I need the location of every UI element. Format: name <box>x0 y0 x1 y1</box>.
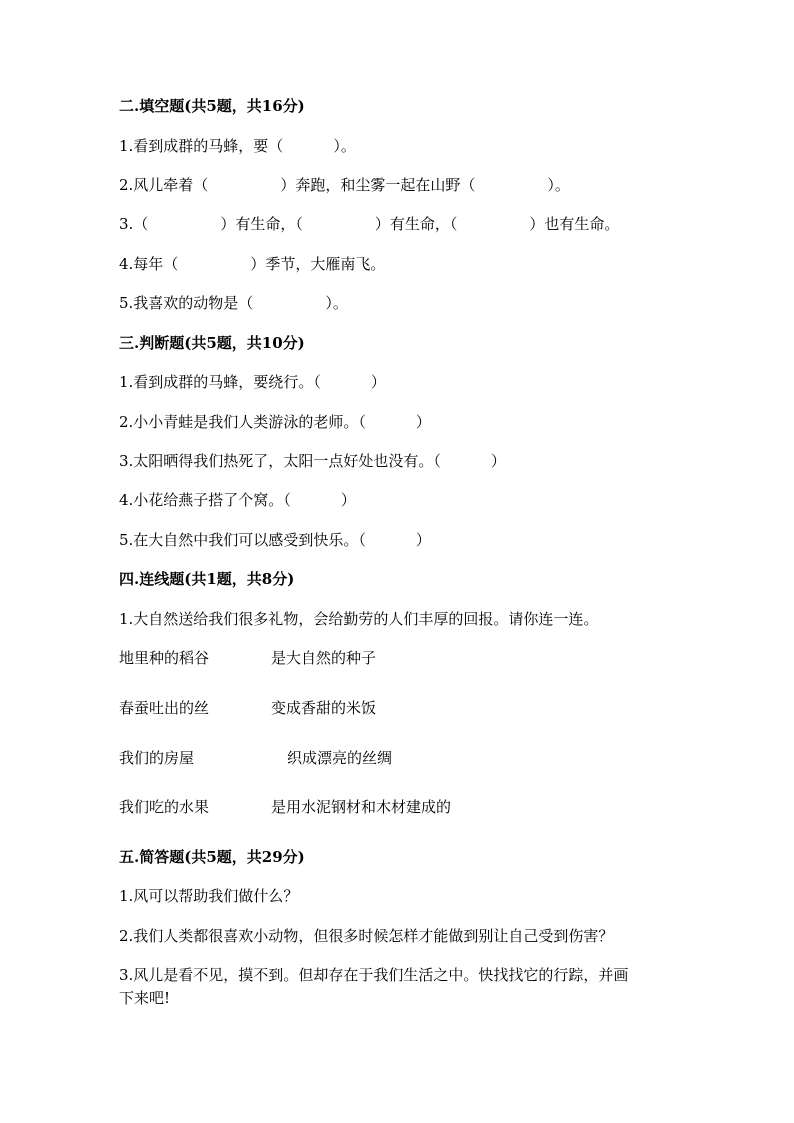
question-text: ）。 <box>547 176 570 194</box>
question-fill-2 <box>119 175 570 195</box>
question-text: ）。 <box>325 294 348 312</box>
question-text: 1.看到成群的马蜂，要（ <box>119 137 284 155</box>
section-heading-true-false: 三.判断题(共5题，共10分) <box>119 334 305 352</box>
match-right-item[interactable]: 是用水泥钢材和木材建成的 <box>271 798 452 816</box>
question-text: 5.我喜欢的动物是（ <box>119 294 254 312</box>
question-text: ）奔跑，和尘雾一起在山野（ <box>280 176 476 194</box>
question-text: ） <box>490 452 506 470</box>
match-right-item[interactable]: 织成漂亮的丝绸 <box>287 749 393 767</box>
section-heading-short-answer: 五.简答题(共5题，共29分) <box>119 848 305 866</box>
question-text: 3.太阳晒得我们热死了，太阳一点好处也没有。（ <box>119 452 441 470</box>
match-left-item[interactable]: 我们的房屋 <box>119 749 195 767</box>
match-left-item[interactable]: 我们吃的水果 <box>119 798 210 816</box>
question-short-3-line1: 3.风儿是看不见，摸不到。但却存在于我们生活之中。快找找它的行踪，并画 <box>119 966 629 984</box>
question-text: ）。 <box>333 137 356 155</box>
question-text: 4.小花给燕子搭了个窝。（ <box>119 491 291 509</box>
question-judge-5 <box>119 530 431 550</box>
question-text: ）也有生命。 <box>529 215 620 233</box>
question-text: 2.小小青蛙是我们人类游泳的老师。（ <box>119 413 366 431</box>
question-text: ） <box>340 491 356 509</box>
question-text: ） <box>415 531 431 549</box>
question-judge-4 <box>119 490 356 510</box>
question-fill-4 <box>119 254 385 274</box>
question-judge-3 <box>119 451 506 471</box>
question-short-1: 1.风可以帮助我们做什么？ <box>119 887 299 905</box>
question-text: 3.（ <box>119 215 149 233</box>
match-right-item[interactable]: 变成香甜的米饭 <box>271 699 377 717</box>
question-text: 2.风儿牵着（ <box>119 176 209 194</box>
question-text: 5.在大自然中我们可以感受到快乐。（ <box>119 531 366 549</box>
question-judge-1 <box>119 372 386 392</box>
question-text: 4.每年（ <box>119 255 179 273</box>
question-text: ）有生命，（ <box>220 215 303 233</box>
question-match-1: 1.大自然送给我们很多礼物，会给勤劳的人们丰厚的回报。请你连一连。 <box>119 610 599 628</box>
question-text: ）季节，大雁南飞。 <box>250 255 386 273</box>
question-fill-3 <box>119 214 619 234</box>
section-heading-matching: 四.连线题(共1题，共8分) <box>119 570 295 588</box>
match-left-item[interactable]: 地里种的稻谷 <box>119 649 210 667</box>
question-text: ）有生命，（ <box>374 215 458 233</box>
question-text: 1.看到成群的马蜂，要绕行。（ <box>119 373 321 391</box>
question-short-3-line2: 下来吧! <box>119 989 171 1007</box>
section-heading-fill-in: 二.填空题(共5题，共16分) <box>119 97 305 115</box>
question-judge-2 <box>119 412 431 432</box>
question-text: ） <box>370 373 386 391</box>
question-text: ） <box>415 413 431 431</box>
match-right-item[interactable]: 是大自然的种子 <box>271 649 377 667</box>
match-left-item[interactable]: 春蚕吐出的丝 <box>119 699 210 717</box>
question-short-2: 2.我们人类都很喜欢小动物，但很多时候怎样才能做到别让自己受到伤害？ <box>119 927 614 945</box>
question-fill-1 <box>119 136 356 156</box>
question-fill-5 <box>119 293 348 313</box>
